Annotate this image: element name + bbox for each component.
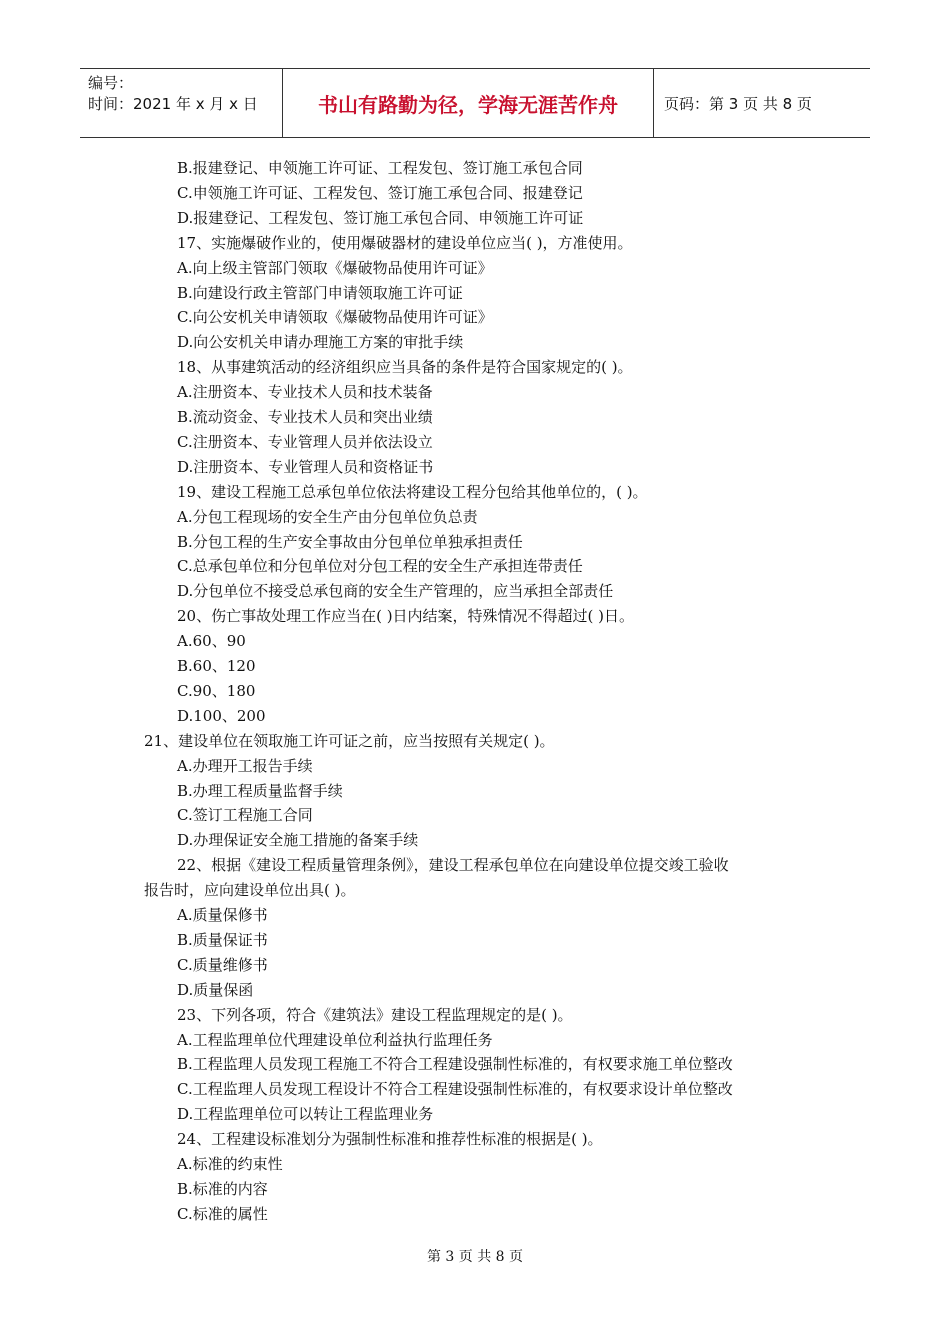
text-line: C.工程监理人员发现工程设计不符合工程建设强制性标准的，有权要求设计单位整改 <box>177 1080 733 1099</box>
text-line: B.标准的内容 <box>177 1179 268 1198</box>
text-line: 20、伤亡事故处理工作应当在( )日内结案，特殊情况不得超过( )日。 <box>177 607 635 626</box>
text-line: 22、根据《建设工程质量管理条例》，建设工程承包单位在向建设单位提交竣工验收 <box>177 856 729 875</box>
text-line: C.签订工程施工合同 <box>177 806 313 825</box>
text-line: B.60、120 <box>177 657 256 675</box>
text-line: D.分包单位不接受总承包商的安全生产管理的，应当承担全部责任 <box>177 582 614 601</box>
text-line: D.报建登记、工程发包、签订施工承包合同、申领施工许可证 <box>177 208 584 227</box>
text-line: B.流动资金、专业技术人员和突出业绩 <box>177 408 433 426</box>
text-line: D.工程监理单位可以转让工程监理业务 <box>177 1105 434 1124</box>
text-line: A.向上级主管部门领取《爆破物品使用许可证》 <box>177 258 493 277</box>
text-line: C.注册资本、专业管理人员并依法设立 <box>177 432 433 451</box>
text-line: C.质量维修书 <box>177 955 268 974</box>
text-line: B.办理工程质量监督手续 <box>177 781 343 800</box>
text-line: B.质量保证书 <box>177 930 268 949</box>
text-line: 23、下列各项，符合《建筑法》建设工程监理规定的是( )。 <box>177 1005 573 1024</box>
page-footer: 第 3 页 共 8 页 <box>426 1249 524 1265</box>
header-info <box>80 69 282 137</box>
text-line: A.分包工程现场的安全生产由分包单位负总责 <box>177 507 478 526</box>
text-line: D.质量保函 <box>177 980 254 999</box>
text-line: C.标准的属性 <box>177 1204 268 1223</box>
text-line: 24、工程建设标准划分为强制性标准和推荐性标准的根据是( )。 <box>177 1130 603 1149</box>
text-line: C.90、180 <box>177 681 256 700</box>
header-page-number: 页码：第 3 页 共 8 页 <box>664 94 812 113</box>
text-line: 报告时，应向建设单位出具( )。 <box>144 881 356 900</box>
text-line: B.分包工程的生产安全事故由分包单位单独承担责任 <box>177 532 523 551</box>
text-line: A.标准的约束性 <box>177 1155 283 1173</box>
text-line: A.质量保修书 <box>177 906 268 924</box>
document-number-label: 编号： <box>88 74 134 92</box>
text-line: B.向建设行政主管部门申请领取施工许可证 <box>177 283 463 302</box>
text-line: D.向公安机关申请办理施工方案的审批手续 <box>177 333 464 352</box>
text-line: A.注册资本、专业技术人员和技术装备 <box>177 383 433 402</box>
text-line: C.申领施工许可证、工程发包、签订施工承包合同、报建登记 <box>177 183 583 202</box>
text-line: B.工程监理人员发现工程施工不符合工程建设强制性标准的，有权要求施工单位整改 <box>177 1055 733 1074</box>
text-line: A.工程监理单位代理建设单位利益执行监理任务 <box>177 1030 493 1049</box>
text-line: 18、从事建筑活动的经济组织应当具备的条件是符合国家规定的( )。 <box>177 358 633 377</box>
text-line: A.60、90 <box>177 632 246 651</box>
text-line: 21、建设单位在领取施工许可证之前，应当按照有关规定( )。 <box>144 731 555 750</box>
document-time-label: 时间：2021 年 x 月 x 日 <box>88 95 258 113</box>
text-line: B.报建登记、申领施工许可证、工程发包、签订施工承包合同 <box>177 159 583 177</box>
text-line: A.办理开工报告手续 <box>177 756 313 775</box>
text-line: C.总承包单位和分包单位对分包工程的安全生产承担连带责任 <box>177 557 583 576</box>
text-line: 19、建设工程施工总承包单位依法将建设工程分包给其他单位的，( )。 <box>177 482 648 501</box>
text-line: 17、实施爆破作业的，使用爆破器材的建设单位应当( )，方准使用。 <box>177 233 633 252</box>
page-header <box>80 68 870 138</box>
text-line: D.注册资本、专业管理人员和资格证书 <box>177 457 434 476</box>
header-motto: 书山有路勤为径，学海无涯苦作舟 <box>282 69 654 137</box>
text-line: C.向公安机关申请领取《爆破物品使用许可证》 <box>177 308 493 327</box>
text-line: D.办理保证安全施工措施的备案手续 <box>177 831 419 850</box>
text-line: D.100、200 <box>177 706 266 725</box>
